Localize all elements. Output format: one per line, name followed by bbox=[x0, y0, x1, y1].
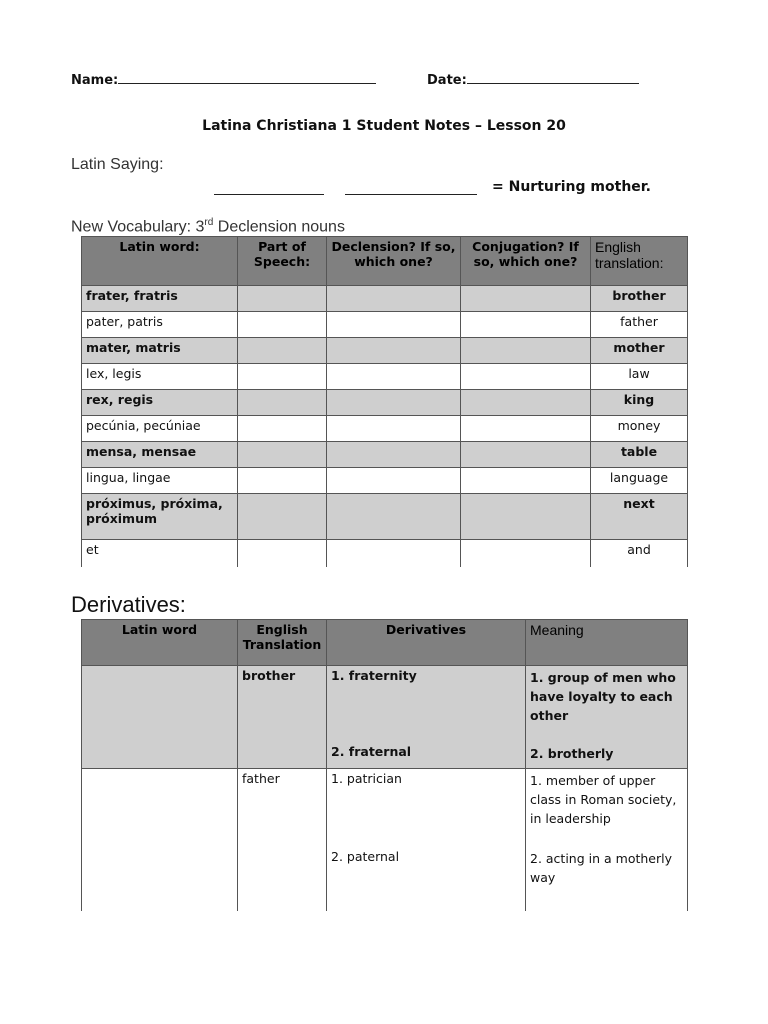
table-row: frater, fratris brother bbox=[82, 286, 688, 312]
derivatives-table bbox=[81, 619, 688, 911]
col-english-translation: English Translation bbox=[238, 620, 327, 666]
col-conjugation: Conjugation? If so, which one? bbox=[461, 237, 591, 286]
date-field[interactable] bbox=[427, 73, 639, 88]
saying-blank-1[interactable] bbox=[214, 181, 324, 195]
date-label: Date: bbox=[427, 73, 467, 88]
vocab-table bbox=[81, 236, 688, 567]
derivative-2: 2. paternal bbox=[331, 849, 400, 864]
derivatives-heading: Derivatives: bbox=[71, 592, 186, 617]
derivatives-table-wrap bbox=[81, 619, 691, 911]
meaning-1: 1. member of upper class in Roman society, in leadership bbox=[530, 773, 677, 826]
table-row: lingua, lingae language bbox=[82, 468, 688, 494]
vocab-table-wrap bbox=[81, 236, 691, 567]
col-meaning: Meaning bbox=[526, 620, 688, 666]
col-latin-word: Latin word: bbox=[82, 237, 238, 286]
derivative-2: 2. fraternal bbox=[331, 744, 412, 759]
latin-saying-label: Latin Saying: bbox=[71, 156, 164, 173]
name-field[interactable] bbox=[71, 73, 376, 88]
saying-blank-2[interactable] bbox=[345, 181, 477, 195]
meaning-1: 1. group of men who have loyalty to each other bbox=[530, 670, 676, 723]
table-row: pecúnia, pecúniae money bbox=[82, 416, 688, 442]
col-part-of-speech: Part of Speech: bbox=[238, 237, 327, 286]
col-latin-word: Latin word bbox=[82, 620, 238, 666]
table-row: rex, regis king bbox=[82, 390, 688, 416]
table-row: lex, legis law bbox=[82, 364, 688, 390]
col-declension: Declension? If so, which one? bbox=[327, 237, 461, 286]
table-row: brother 1. fraternity 2. fraternal 1. group of men who have loyalty to each other 2. brotherly bbox=[82, 666, 688, 769]
meaning-2: 2. acting in a motherly way bbox=[530, 851, 672, 885]
name-label: Name: bbox=[71, 73, 119, 88]
table-row: próximus, próxima, próximum next bbox=[82, 494, 688, 540]
col-derivatives: Derivatives bbox=[327, 620, 526, 666]
derivative-1: 1. patrician bbox=[331, 771, 402, 786]
derivative-1: 1. fraternity bbox=[331, 668, 417, 683]
page-title: Latina Christiana 1 Student Notes – Lesson 20 bbox=[202, 118, 566, 134]
saying-meaning: = Nurturing mother. bbox=[492, 179, 652, 195]
table-row: et and bbox=[82, 540, 688, 568]
date-blank[interactable] bbox=[467, 83, 639, 84]
table-row: mensa, mensae table bbox=[82, 442, 688, 468]
name-blank[interactable] bbox=[118, 83, 376, 84]
vocab-label: New Vocabulary: 3rd Declension nouns bbox=[71, 217, 345, 236]
meaning-2: 2. brotherly bbox=[530, 746, 614, 761]
table-row: pater, patris father bbox=[82, 312, 688, 338]
table-row: mater, matris mother bbox=[82, 338, 688, 364]
table-row: father 1. patrician 2. paternal 1. member of upper class in Roman society, in leadership 2. acting in a motherly way bbox=[82, 769, 688, 912]
col-english-translation: English translation: bbox=[591, 237, 688, 286]
